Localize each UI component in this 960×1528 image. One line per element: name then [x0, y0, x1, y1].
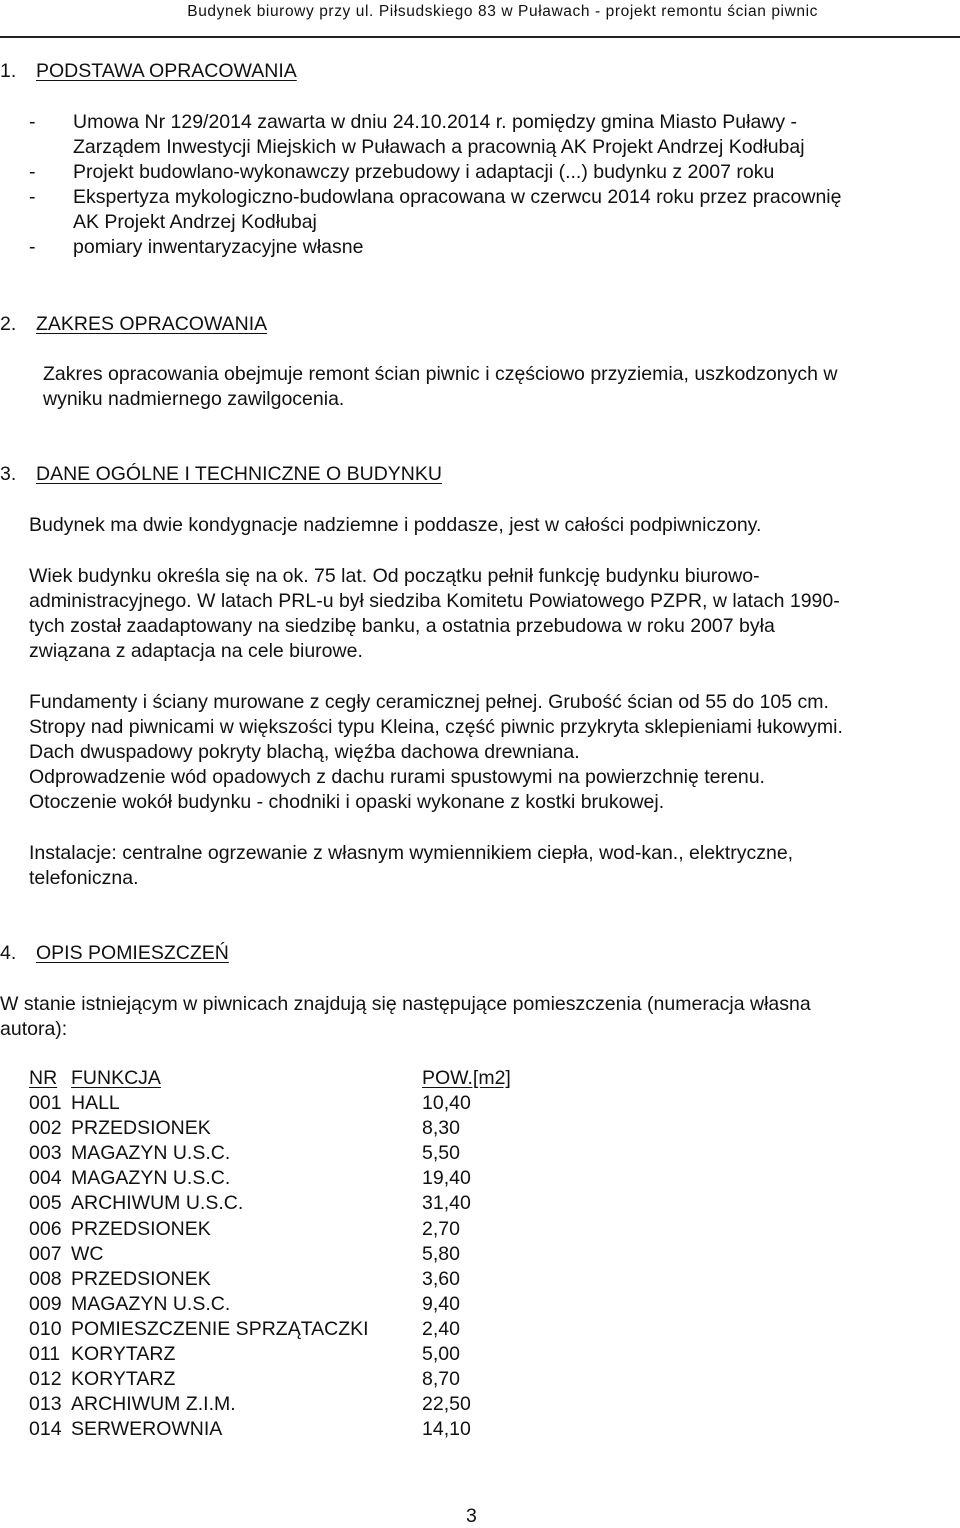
section-3-title: DANE OGÓLNE I TECHNICZNE O BUDYNKU	[36, 463, 442, 485]
section-2-number: 2.	[0, 313, 17, 335]
section-4-number: 4.	[0, 942, 17, 964]
section-1-number: 1.	[0, 60, 17, 82]
col-header-funkcja: FUNKCJA	[71, 1067, 161, 1089]
section-3-number: 3.	[0, 463, 17, 485]
section-3-paragraph-2: Wiek budynku określa się na ok. 75 lat. Od początku pełnił funkcję budynku biurowo- administracyjnego. W latach PRL-u był siedziba Komitetu Powiatowego PZPR, w latach 1990- tych został zaadaptowany na siedzibę banku, a ostatnia przebudowa w roku 2007 była związana z adaptacja na cele biurowe.	[29, 565, 840, 662]
list-item: - pomiary inwentaryzacyjne własne	[29, 236, 364, 258]
running-header: Budynek biurowy przy ul. Piłsudskiego 83 w Puławach - projekt remontu ścian piwnic	[187, 3, 818, 20]
list-item: - Projekt budowlano-wykonawczy przebudowy i adaptacji (...) budynku z 2007 roku	[29, 161, 775, 183]
section-1-heading	[0, 59, 297, 84]
section-4-intro: W stanie istniejącym w piwnicach znajdują się następujące pomieszczenia (numeracja własna autora):	[0, 993, 811, 1040]
section-2-paragraph: Zakres opracowania obejmuje remont ścian piwnic i częściowo przyziemia, uszkodzonych w wyniku nadmiernego zawilgocenia.	[43, 363, 838, 410]
list-item: - Ekspertyza mykologiczno-budowlana opracowana w czerwcu 2014 roku przez pracownię AK Projekt Andrzej Kodłubaj	[29, 186, 842, 233]
section-3-heading	[0, 462, 442, 487]
section-1-title: PODSTAWA OPRACOWANIA	[36, 60, 297, 82]
section-1-list	[29, 110, 841, 260]
section-4-title: OPIS POMIESZCZEŃ	[36, 942, 229, 964]
section-3-paragraph-4: Instalacje: centralne ogrzewanie z własnym wymiennikiem ciepła, wod-kan., elektryczne, telefoniczna.	[29, 842, 794, 889]
page-number: 3	[466, 1505, 477, 1527]
section-2-title: ZAKRES OPRACOWANIA	[36, 313, 268, 335]
section-3-paragraph-3: Fundamenty i ściany murowane z cegły ceramicznej pełnej. Grubość ścian od 55 do 105 cm. Stropy nad piwnicami w większości typu Kleina, część piwnic przykryta sklepieniami łukowymi. Dach dwuspadowy pokryty blachą, więźba dachowa drewniana. Odprowadzenie wód opadowych z dachu rurami spustowymi na powierzchnię terenu. Otoczenie wokół budynku - chodniki i opaski wykonane z kostki brukowej.	[29, 691, 843, 813]
header-divider	[0, 36, 960, 38]
col-header-pow: POW.[m2]	[422, 1067, 511, 1089]
section-3-paragraph-1: Budynek ma dwie kondygnacje nadziemne i poddasze, jest w całości podpiwniczony.	[29, 514, 762, 536]
section-2-heading	[0, 312, 267, 337]
list-item: - Umowa Nr 129/2014 zawarta w dniu 24.10.2014 r. pomiędzy gmina Miasto Puławy - Zarządem Inwestycji Miejskich w Puławach a pracownią AK Projekt Andrzej Kodłubaj	[29, 111, 805, 158]
col-header-nr: NR	[29, 1067, 58, 1089]
section-4-heading	[0, 941, 229, 966]
